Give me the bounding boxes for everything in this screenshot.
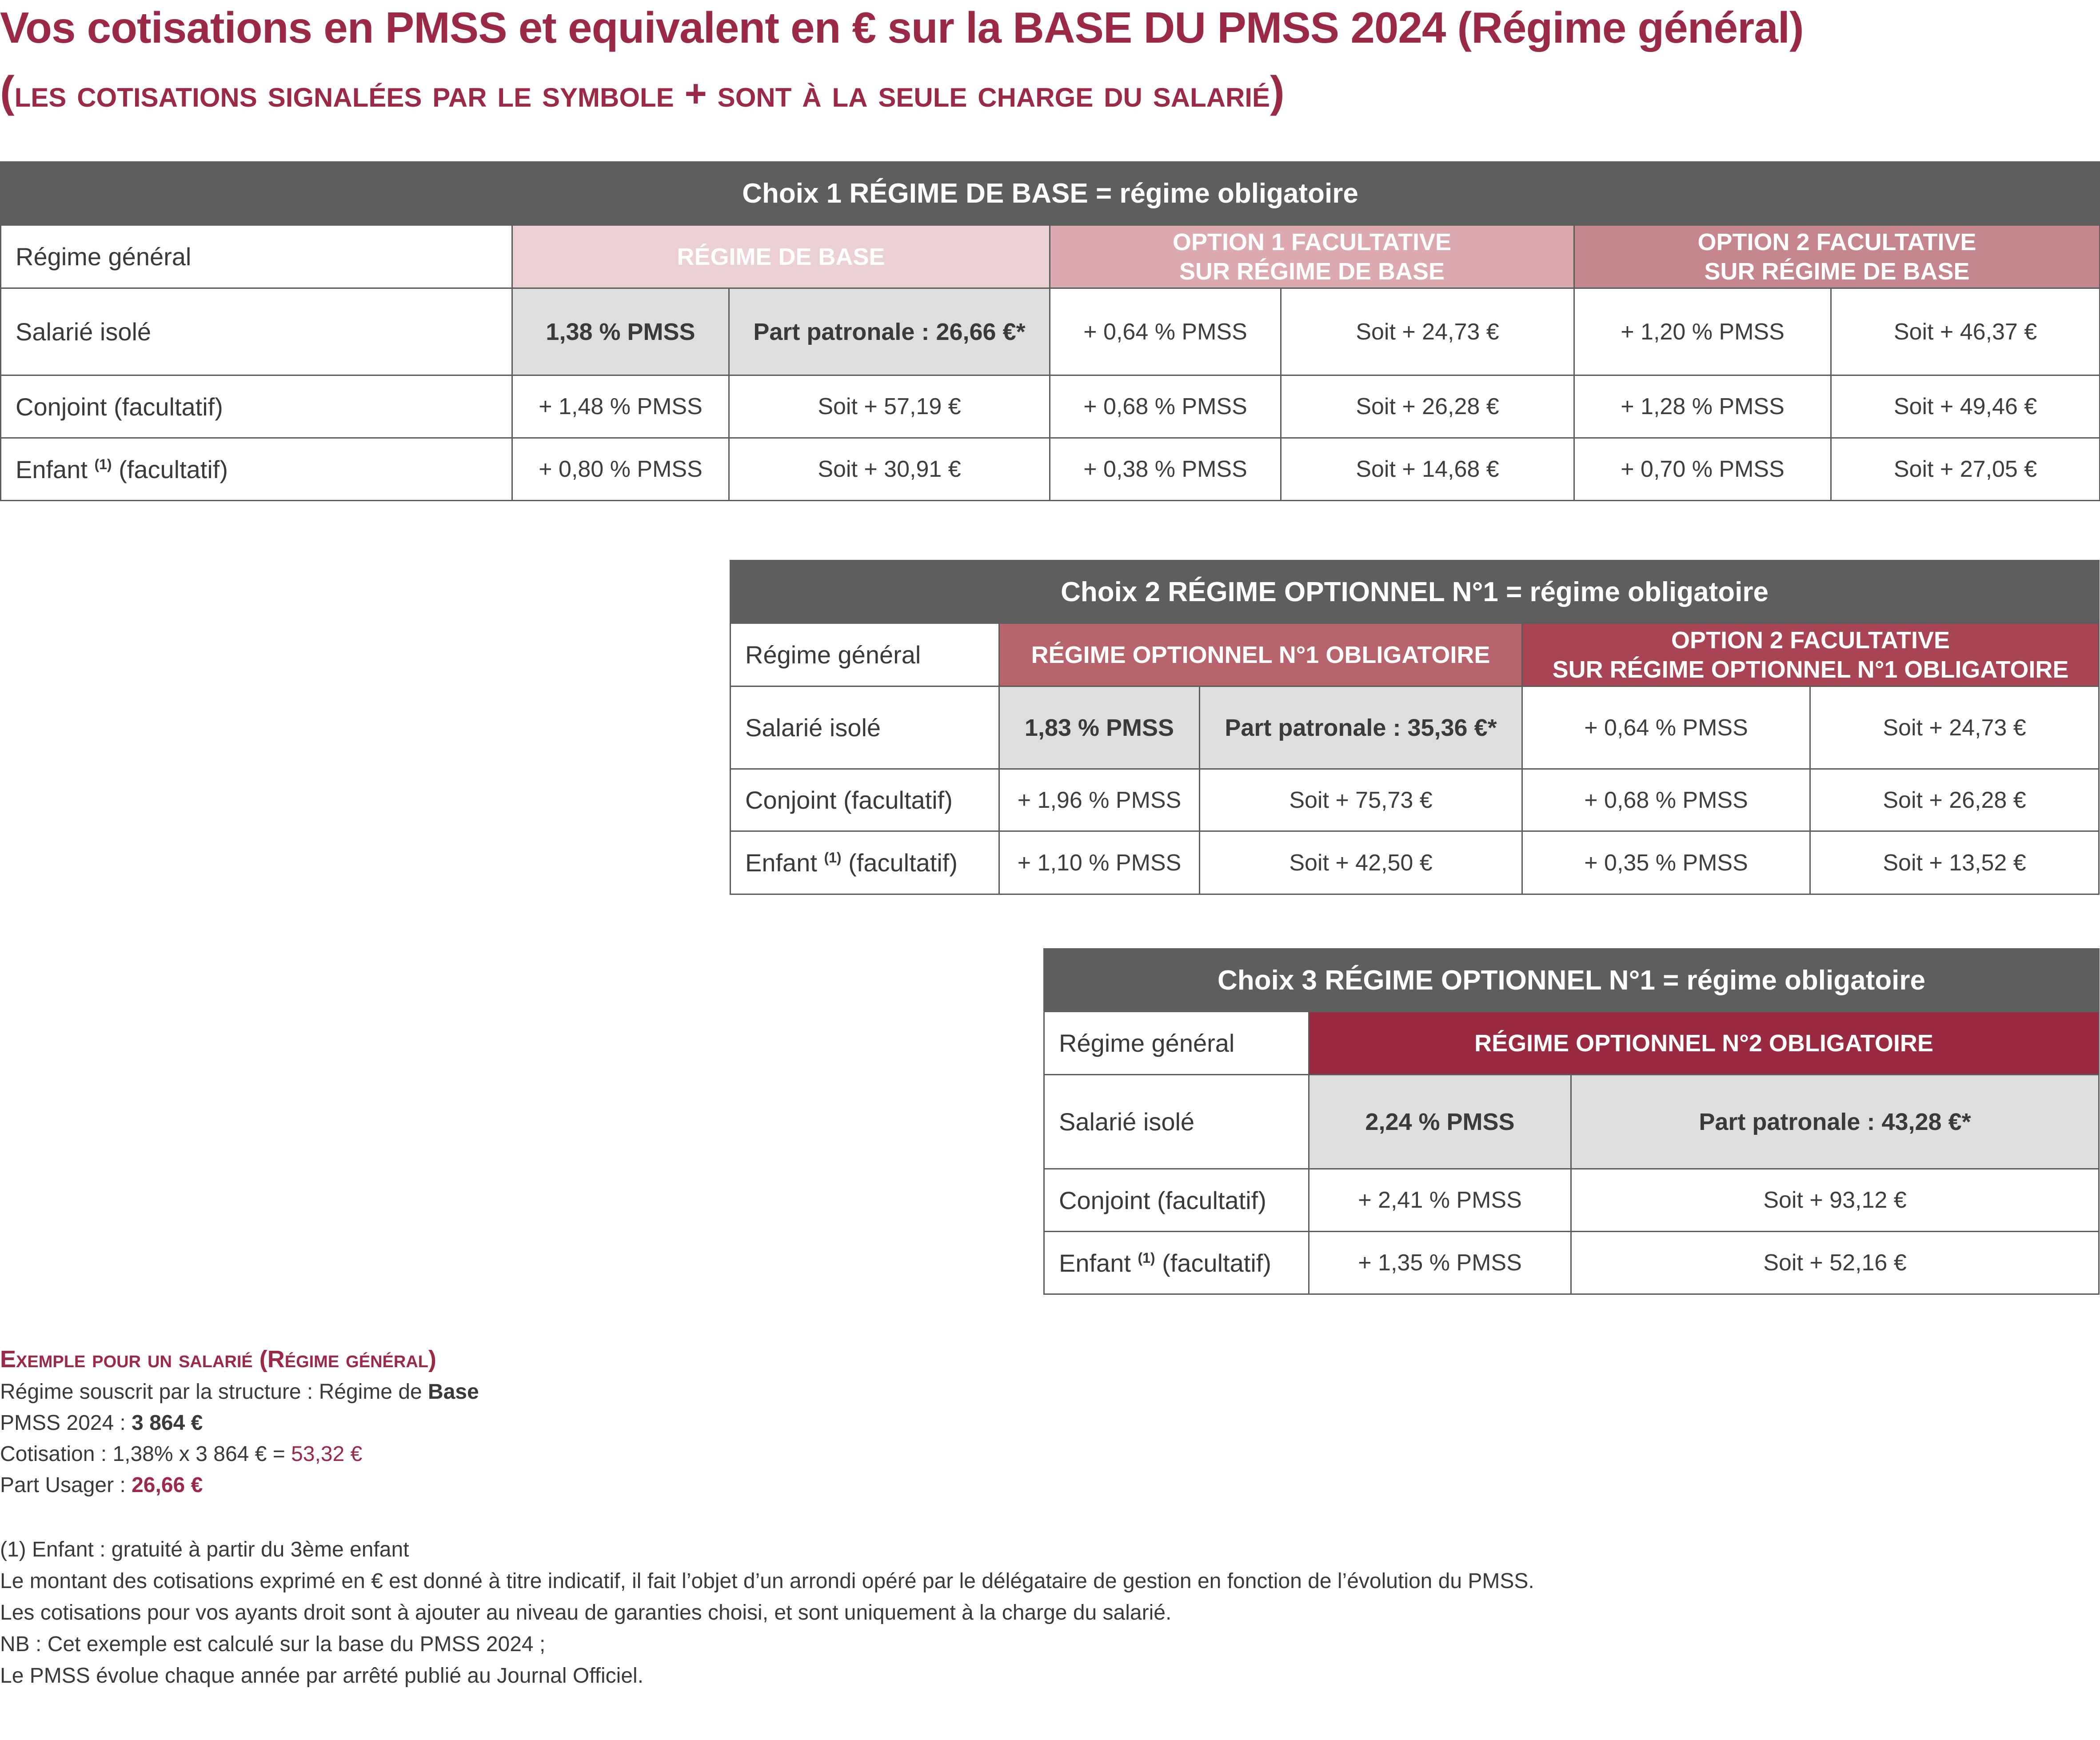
cell-value: + 0,35 % PMSS xyxy=(1522,831,1810,894)
footnote-line: Le montant des cotisations exprimé en € est donné à titre indicatif, il fait l’objet d’un arrondi opéré par le délégataire de gestion en fonction de l’évolution du PMSS. xyxy=(0,1569,1534,1593)
table-row xyxy=(731,686,2099,769)
choix3-header: Choix 3 RÉGIME OPTIONNEL N°1 = régime obligatoire xyxy=(1044,949,2099,1012)
footnote-marker: (1) xyxy=(824,850,842,866)
cell-value: + 2,41 % PMSS xyxy=(1309,1169,1571,1232)
cell-value: + 0,68 % PMSS xyxy=(1522,769,1810,831)
example-line-regime: Régime souscrit par la structure : Régime de Base xyxy=(0,1380,479,1404)
cell-value: Part patronale : 43,28 €* xyxy=(1571,1075,2099,1169)
row-label: Salarié isolé xyxy=(1044,1075,1309,1169)
choix1-first-col-header: Régime général xyxy=(1,225,512,288)
subtitle-close-paren: ) xyxy=(1270,67,1285,116)
example-block xyxy=(0,1345,1777,1501)
footnote-line: (1) Enfant : gratuité à partir du 3ème enfant xyxy=(0,1538,409,1561)
choix1-col-option2-l2: SUR RÉGIME DE BASE xyxy=(1704,258,1970,285)
cell-value: 2,24 % PMSS xyxy=(1309,1075,1571,1169)
cell-value: Soit + 30,91 € xyxy=(729,438,1050,501)
cell-value: Soit + 26,28 € xyxy=(1810,769,2099,831)
choix1-col-option1-l2: SUR RÉGIME DE BASE xyxy=(1179,258,1445,285)
cell-value: 1,83 % PMSS xyxy=(999,686,1200,769)
cell-value: Part patronale : 35,36 €* xyxy=(1200,686,1522,769)
footnote-line: Le PMSS évolue chaque année par arrêté publié au Journal Officiel. xyxy=(0,1664,644,1688)
row-label: Conjoint (facultatif) xyxy=(1044,1169,1309,1232)
footnote-line: Les cotisations pour vos ayants droit sont à ajouter au niveau de garanties choisi, et sont uniquement à la charge du salarié. xyxy=(0,1601,1172,1624)
cell-value: + 0,64 % PMSS xyxy=(1522,686,1810,769)
cell-value: Soit + 52,16 € xyxy=(1571,1232,2099,1294)
cell-value: Soit + 27,05 € xyxy=(1831,438,2100,501)
choix3-first-col-header: Régime général xyxy=(1044,1012,1309,1075)
subtitle-open-paren: ( xyxy=(0,67,15,116)
table-row xyxy=(731,831,2099,894)
choix2-col-option2-l1: OPTION 2 FACULTATIVE xyxy=(1671,627,1950,654)
example-line-cotisation: Cotisation : 1,38% x 3 864 € = 53,32 € xyxy=(0,1442,363,1466)
cell-value: + 0,80 % PMSS xyxy=(512,438,729,501)
table-row xyxy=(1044,1075,2099,1169)
cell-value: Soit + 26,28 € xyxy=(1281,375,1574,438)
choix2-col-option2-l2: SUR RÉGIME OPTIONNEL N°1 OBLIGATOIRE xyxy=(1552,656,2069,683)
example-title: Exemple pour un salarié (Régime général) xyxy=(0,1346,436,1373)
choix2-col-option2 xyxy=(1522,623,2099,686)
choix2-header: Choix 2 RÉGIME OPTIONNEL N°1 = régime obligatoire xyxy=(731,561,2099,623)
cell-value: Soit + 14,68 € xyxy=(1281,438,1574,501)
page-subtitle xyxy=(0,67,2100,117)
table-row xyxy=(1,288,2100,375)
cell-value: Soit + 42,50 € xyxy=(1200,831,1522,894)
choix3-col-main: RÉGIME OPTIONNEL N°2 OBLIGATOIRE xyxy=(1309,1012,2099,1075)
example-line-part-usager: Part Usager : 26,66 € xyxy=(0,1473,203,1497)
cell-value: + 0,64 % PMSS xyxy=(1050,288,1281,375)
cell-value: Part patronale : 26,66 €* xyxy=(729,288,1050,375)
page-title: Vos cotisations en PMSS et equivalent en € sur la BASE DU PMSS 2024 (Régime général) xyxy=(0,3,1804,52)
choix1-table xyxy=(0,161,2100,501)
cell-value: Soit + 49,46 € xyxy=(1831,375,2100,438)
row-label: Enfant $^{(1)}$ (facultatif) xyxy=(1,438,512,501)
cell-value: Soit + 24,73 € xyxy=(1810,686,2099,769)
row-label: Salarié isolé xyxy=(731,686,999,769)
choix1-col-option2 xyxy=(1574,225,2100,288)
cell-value: + 0,38 % PMSS xyxy=(1050,438,1281,501)
row-label: Conjoint (facultatif) xyxy=(1,375,512,438)
choix1-col-base: RÉGIME DE BASE xyxy=(512,225,1050,288)
cell-value: + 1,96 % PMSS xyxy=(999,769,1200,831)
cell-value: + 0,70 % PMSS xyxy=(1574,438,1831,501)
cell-value: Soit + 93,12 € xyxy=(1571,1169,2099,1232)
cell-value: Soit + 13,52 € xyxy=(1810,831,2099,894)
cell-value: Soit + 75,73 € xyxy=(1200,769,1522,831)
cell-value: + 1,28 % PMSS xyxy=(1574,375,1831,438)
example-line-pmss: PMSS 2024 : 3 864 € xyxy=(0,1411,203,1435)
table-row xyxy=(1,438,2100,501)
row-label: Conjoint (facultatif) xyxy=(731,769,999,831)
cell-value: + 1,48 % PMSS xyxy=(512,375,729,438)
footnotes xyxy=(0,1534,2044,1692)
choix2-first-col-header: Régime général xyxy=(731,623,999,686)
choix1-header: Choix 1 RÉGIME DE BASE = régime obligatoire xyxy=(1,162,2100,225)
footnote-marker: (1) xyxy=(94,456,112,472)
table-row xyxy=(1044,1169,2099,1232)
table-row xyxy=(1044,1232,2099,1294)
cell-value: + 1,20 % PMSS xyxy=(1574,288,1831,375)
choix2-table xyxy=(730,560,2100,895)
cell-value: Soit + 57,19 € xyxy=(729,375,1050,438)
choix1-col-option1 xyxy=(1050,225,1574,288)
footnote-marker: (1) xyxy=(1138,1249,1155,1266)
choix2-col-main: RÉGIME OPTIONNEL N°1 OBLIGATOIRE xyxy=(999,623,1522,686)
choix1-col-option1-l1: OPTION 1 FACULTATIVE xyxy=(1172,228,1451,255)
cell-value: Soit + 46,37 € xyxy=(1831,288,2100,375)
cell-value: Soit + 24,73 € xyxy=(1281,288,1574,375)
choix3-table xyxy=(1043,948,2100,1295)
row-label: Salarié isolé xyxy=(1,288,512,375)
cell-value: + 1,10 % PMSS xyxy=(999,831,1200,894)
cell-value: + 0,68 % PMSS xyxy=(1050,375,1281,438)
choix1-col-option2-l1: OPTION 2 FACULTATIVE xyxy=(1697,228,1976,255)
cell-value: 1,38 % PMSS xyxy=(512,288,729,375)
row-label: Enfant $^{(1)}$ (facultatif) xyxy=(1044,1232,1309,1294)
table-row xyxy=(731,769,2099,831)
footnote-line: NB : Cet exemple est calculé sur la base du PMSS 2024 ; xyxy=(0,1632,546,1656)
cell-value: + 1,35 % PMSS xyxy=(1309,1232,1571,1294)
row-label: Enfant $^{(1)}$ (facultatif) xyxy=(731,831,999,894)
subtitle-text: les cotisations signalées par le symbole + sont à la seule charge du salarié xyxy=(14,72,1270,115)
table-row xyxy=(1,375,2100,438)
